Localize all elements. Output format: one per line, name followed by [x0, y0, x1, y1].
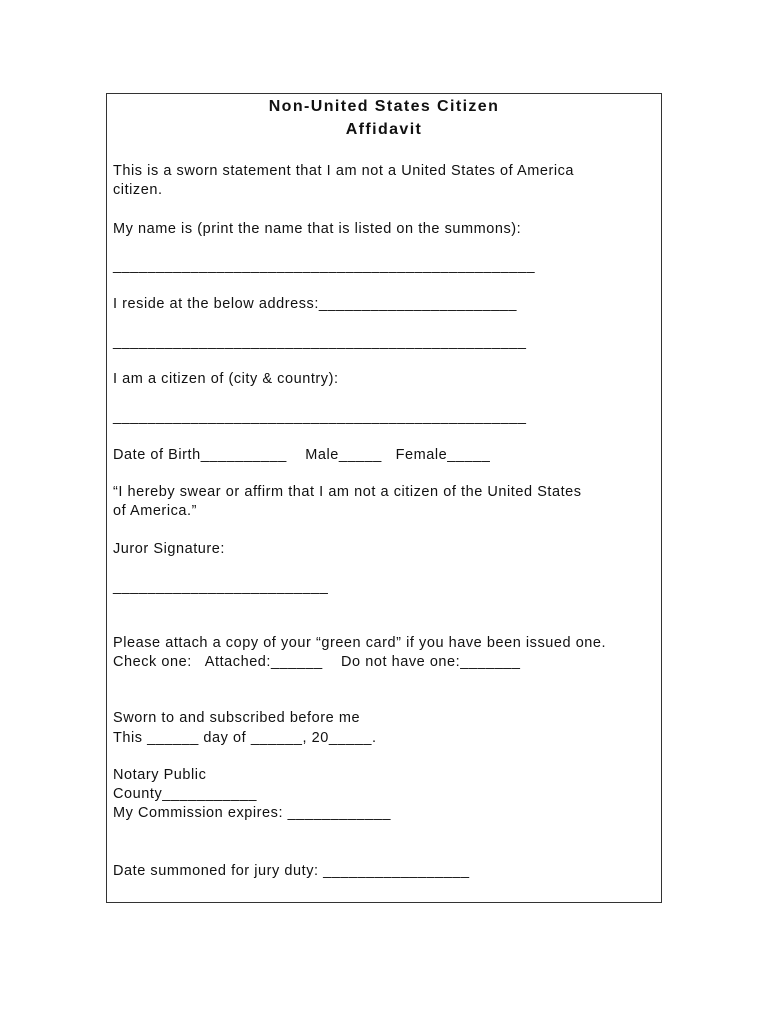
check-one-row[interactable]: Check one: Attached:______ Do not have one:_______ — [113, 654, 521, 670]
address-blank[interactable]: ________________________________________________ — [113, 334, 527, 350]
citizen-prompt: I am a citizen of (city & country): — [113, 371, 339, 387]
address-prompt[interactable]: I reside at the below address:_______________________ — [113, 296, 518, 312]
name-blank[interactable]: _________________________________________________ — [113, 258, 536, 274]
oath-line-2: of America.” — [113, 503, 197, 519]
form-title-line-1: Non-United States Citizen — [268, 98, 500, 115]
green-card-instruction: Please attach a copy of your “green card” if you have been issued one. — [113, 635, 607, 651]
statement-line-1: This is a sworn statement that I am not a United States of America — [113, 163, 575, 179]
name-prompt: My name is (print the name that is listed on the summons): — [113, 221, 522, 237]
sworn-line-1: Sworn to and subscribed before me — [113, 710, 361, 726]
date-summoned-row[interactable]: Date summoned for jury duty: _________________ — [113, 863, 470, 879]
juror-signature-blank[interactable]: _________________________ — [113, 579, 329, 595]
oath-line-1: “I hereby swear or affirm that I am not a citizen of the United States — [113, 484, 582, 500]
dob-gender-row[interactable]: Date of Birth__________ Male_____ Female_____ — [113, 447, 491, 463]
sworn-line-2[interactable]: This ______ day of ______, 20_____. — [113, 730, 377, 746]
citizen-blank[interactable]: ________________________________________________ — [113, 409, 527, 425]
statement-line-2: citizen. — [113, 182, 163, 198]
notary-county[interactable]: County___________ — [113, 786, 257, 802]
juror-signature-label: Juror Signature: — [113, 541, 225, 557]
form-title-line-2: Affidavit — [345, 121, 423, 138]
notary-commission-expires[interactable]: My Commission expires: ____________ — [113, 805, 391, 821]
notary-public-label: Notary Public — [113, 767, 207, 783]
